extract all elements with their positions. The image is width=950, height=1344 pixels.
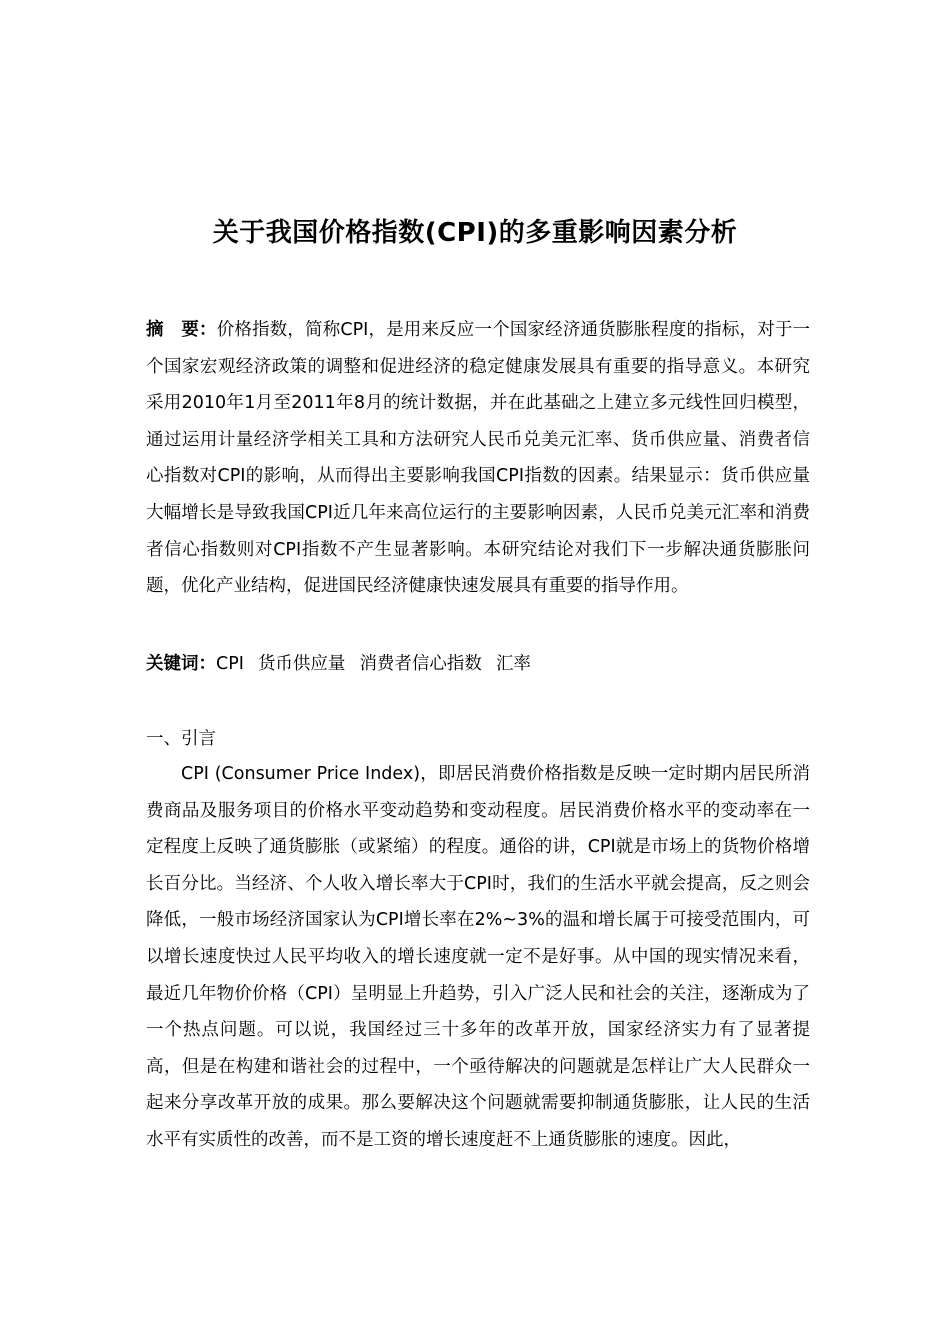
keyword-item: CPI: [216, 654, 244, 674]
keyword-item: 货币供应量: [257, 654, 346, 674]
abstract-text: 价格指数，简称CPI，是用来反应一个国家经济通货膨胀程度的指标，对于一个国家宏观经济政策的调整和促进经济的稳定健康发展具有重要的指导意义。本研究采用2010年1月至2011年8月的统计数据，并在此基础之上建立多元线性回归模型，通过运用计量经济学相关工具和方法研究人民币兑美元汇率、货币供应量、消费者信心指数对CPI的影响，从而得出主要影响我国CPI指数的因素。结果显示：货币供应量大幅增长是导致我国CPI近几年来高位运行的主要影响因素，人民币兑美元汇率和消费者信心指数则对CPI指数不产生显著影响。本研究结论对我们下一步解决通货膨胀问题，优化产业结构，促进国民经济健康快速发展具有重要的指导作用。: [146, 320, 811, 597]
paper-title: 关于我国价格指数(CPI)的多重影响因素分析: [212, 218, 738, 249]
body-section: [146, 756, 810, 1159]
section-heading: 一、引言: [146, 729, 216, 749]
keywords-label: 关键词：: [146, 654, 216, 674]
keyword-item: 消费者信心指数: [359, 654, 482, 674]
abstract-section: [146, 312, 810, 605]
keyword-item: 汇率: [495, 654, 531, 674]
abstract-label: 摘 要：: [146, 320, 217, 340]
keywords-section: [146, 646, 810, 683]
body-paragraph: CPI (Consumer Price Index)，即居民消费价格指数是反映一定时期内居民所消费商品及服务项目的价格水平变动趋势和变动程度。居民消费价格水平的变动率在一定程度上反映了通货膨胀（或紧缩）的程度。通俗的讲，CPI就是市场上的货物价格增长百分比。当经济、个人收入增长率大于CPI时，我们的生活水平就会提高，反之则会降低，一般市场经济国家认为CPI增长率在2%~3%的温和增长属于可接受范围内，可以增长速度快过人民平均收入的增长速度就一定不是好事。从中国的现实情况来看，最近几年物价价格（CPI）呈明显上升趋势，引入广泛人民和社会的关注，逐渐成为了一个热点问题。可以说，我国经过三十多年的改革开放，国家经济实力有了显著提高，但是在构建和谐社会的过程中，一个亟待解决的问题就是怎样让广大人民群众一起来分享改革开放的成果。那么要解决这个问题就需要抑制通货膨胀，让人民的生活水平有实质性的改善，而不是工资的增长速度赶不上通货膨胀的速度。因此，: [146, 764, 810, 1150]
